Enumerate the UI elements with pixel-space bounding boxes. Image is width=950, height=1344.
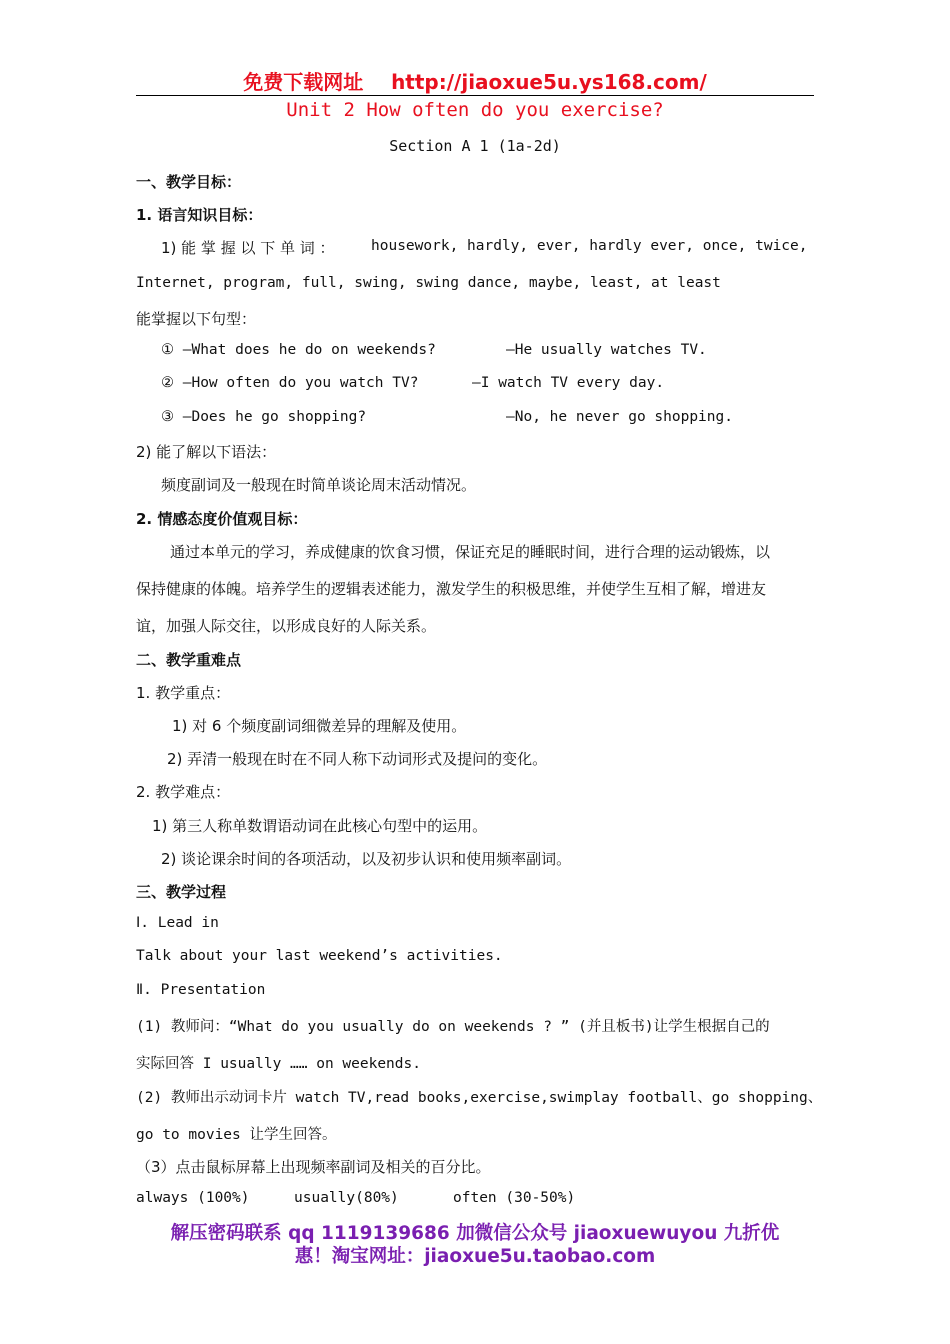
difficulty-item: 2) 谈论课余时间的各项活动，以及初步认识和使用频率副词。 (161, 850, 572, 868)
lead-in-heading: Ⅰ. Lead in (136, 915, 219, 931)
footer-contact: 解压密码联系 qq 1119139686 加微信公众号 jiaoxuewuyou 九折优 (170, 1223, 780, 1244)
vocab-intro: 1) 能 掌 握 以 下 单 词 ： (161, 239, 335, 257)
header-download-link[interactable] (0, 66, 950, 95)
attitude-paragraph-line: 通过本单元的学习，养成健康的饮食习惯，保证充足的睡眠时间，进行合理的运动锻炼，以 (170, 543, 771, 561)
pattern-question: ② —How often do you watch TV? (161, 375, 419, 391)
frequency-item: always (100%) (136, 1190, 250, 1206)
difficulty-item: 1) 第三人称单数谓语动词在此核心句型中的运用。 (152, 817, 488, 835)
key-point-item: 2) 弄清一般现在时在不同人称下动词形式及提问的变化。 (167, 750, 548, 768)
pattern-answer: —I watch TV every day. (472, 375, 665, 391)
page-title: Unit 2 How often do you exercise? (286, 99, 664, 121)
pattern-answer: —No, he never go shopping. (506, 409, 733, 425)
pattern-question: ① —What does he do on weekends? (161, 342, 436, 358)
presentation-heading: Ⅱ. Presentation (136, 982, 266, 998)
pattern-answer: —He usually watches TV. (506, 342, 707, 358)
section-1-heading: 一、教学目标： (136, 173, 242, 191)
lead-in-text: Talk about your last weekend’s activities. (136, 948, 503, 964)
vocab-line-1: housework, hardly, ever, hardly ever, once, twice, (371, 238, 808, 254)
key-points-heading: 1. 教学重点： (136, 684, 231, 702)
header-site-label: 免费下载网址 (243, 70, 364, 94)
attitude-goals-heading: 2. 情感态度价值观目标： (136, 510, 308, 528)
section-2-heading: 二、教学重难点 (136, 651, 242, 669)
grammar-text: 频度副词及一般现在时简单谈论周末活动情况。 (161, 476, 477, 494)
patterns-intro: 能掌握以下句型： (136, 310, 257, 328)
language-goals-heading: 1. 语言知识目标： (136, 206, 263, 224)
presentation-step-line: (2) 教师出示动词卡片 watch TV,read books,exercise,swimplay football、go shopping、 (136, 1090, 823, 1106)
header-divider (136, 95, 814, 96)
presentation-step-line: (1) 教师问：“What do you usually do on weekends ? ” (并且板书)让学生根据自己的 (136, 1019, 770, 1035)
vocab-line-2: Internet, program, full, swing, swing dance, maybe, least, at least (136, 275, 721, 291)
section-3-heading: 三、教学过程 (136, 883, 227, 901)
section-subtitle: Section A 1 (1a-2d) (389, 137, 561, 155)
attitude-paragraph-line: 谊，加强人际交往，以形成良好的人际关系。 (136, 617, 437, 635)
frequency-item: often (30-50%) (453, 1190, 576, 1206)
frequency-item: usually(80%) (294, 1190, 399, 1206)
key-point-item: 1) 对 6 个频度副词细微差异的理解及使用。 (172, 717, 467, 735)
presentation-step-line: go to movies 让学生回答。 (136, 1127, 337, 1143)
attitude-paragraph-line: 保持健康的体魄。培养学生的逻辑表述能力，激发学生的积极思维，并使学生互相了解，增进友 (136, 580, 767, 598)
presentation-step-line: （3）点击鼠标屏幕上出现频率副词及相关的百分比。 (136, 1158, 491, 1176)
footer-shop-link[interactable]: 惠！淘宝网址：jiaoxue5u.taobao.com (294, 1246, 656, 1267)
difficulties-heading: 2. 教学难点： (136, 783, 231, 801)
grammar-intro: 2) 能了解以下语法： (136, 443, 277, 461)
header-site-url[interactable]: http://jiaoxue5u.ys168.com/ (391, 70, 707, 94)
pattern-question: ③ —Does he go shopping? (161, 409, 367, 425)
presentation-step-line: 实际回答 I usually …… on weekends. (136, 1056, 421, 1072)
